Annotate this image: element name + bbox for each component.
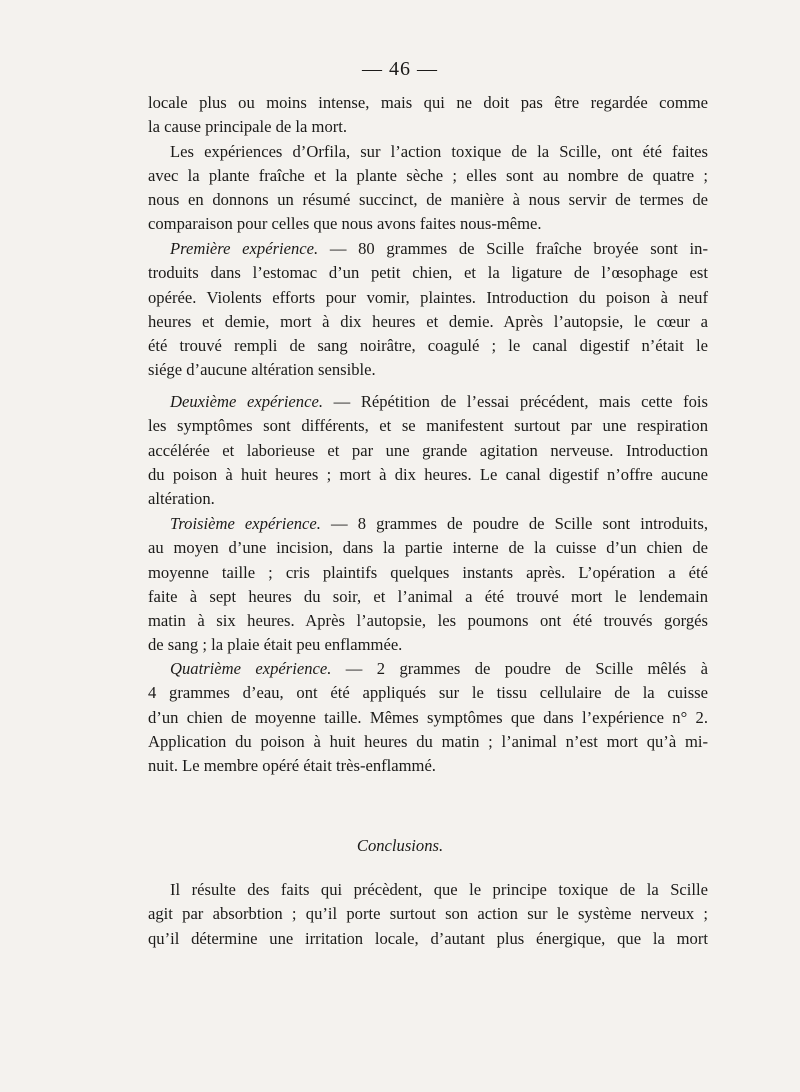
text-line: altération. (148, 489, 215, 509)
text-line: matin à six heures. Après l’autopsie, les poumons ont été trouvés gorgés (148, 611, 708, 631)
text-line: du poison à huit heures ; mort à dix heures. Le canal digestif n’offre aucune (148, 464, 708, 484)
experience-title: Quatrième expérience. (170, 659, 332, 678)
text-line: nous en donnons un résumé succinct, de manière à nous servir de termes de (148, 190, 708, 210)
experience-1 (148, 237, 708, 383)
experience-2 (148, 390, 708, 511)
text-line: la cause principale de la mort. (148, 117, 348, 137)
text-line (148, 237, 708, 261)
experience-intro: — 8 grammes de poudre de Scille sont introduits, (320, 514, 708, 533)
text-line: Les expériences d’Orfila, sur l’action toxique de la Scille, ont été faites (170, 141, 708, 161)
experience-title: Troisième expérience. (170, 514, 321, 533)
text-line: avec la plante fraîche et la plante sèche ; elles sont au nombre de quatre ; (148, 165, 708, 185)
experience-intro: — 2 grammes de poudre de Scille mêlés à (331, 659, 708, 678)
text-line: locale plus ou moins intense, mais qui ne doit pas être regardée comme (148, 93, 708, 112)
text-line: été trouvé rempli de sang noirâtre, coagulé ; le canal digestif n’était le (148, 336, 708, 356)
text-line: Il résulte des faits qui précèdent, que le principe toxique de la Scille (170, 880, 708, 899)
text-line: 4 grammes d’eau, ont été appliqués sur le tissu cellulaire de la cuisse (148, 683, 708, 703)
text-line: nuit. Le membre opéré était très-enflammé. (148, 756, 436, 776)
experience-3 (148, 512, 708, 658)
text-line (148, 512, 708, 536)
text-line: moyenne taille ; cris plaintifs quelques instants après. L’opération a été (148, 562, 708, 582)
text-line: troduits dans l’estomac d’un petit chien, et la ligature de l’œsophage est (148, 263, 708, 283)
text-line: les symptômes sont différents, et se manifestent surtout par une respiration (148, 416, 708, 436)
experience-intro: — Répétition de l’essai précédent, mais cette fois (322, 392, 708, 411)
text-line: qu’il détermine une irritation locale, d’autant plus énergique, que la mort (148, 928, 708, 948)
text-line: opérée. Violents efforts pour vomir, plaintes. Introduction du poison à neuf (148, 287, 708, 307)
intro-text (148, 91, 708, 237)
text-line: faite à sept heures du soir, et l’animal a été trouvé mort le lendemain (148, 586, 708, 606)
experience-title: Première expérience. (170, 239, 319, 258)
text-line (148, 657, 708, 681)
experience-intro: — 80 grammes de Scille fraîche broyée sont in- (318, 239, 708, 258)
text-line: au moyen d’une incision, dans la partie interne de la cuisse d’un chien de (148, 538, 708, 558)
text-line: agit par absorbtion ; qu’il porte surtout son action sur le système nerveux ; (148, 904, 708, 924)
conclusions-heading: Conclusions. (356, 836, 444, 855)
text-line: d’un chien de moyenne taille. Mêmes symptômes que dans l’expérience n° 2. (148, 707, 708, 727)
conclusions-text (148, 878, 708, 951)
text-line: heures et demie, mort à dix heures et demie. Après l’autopsie, le cœur a (148, 311, 708, 331)
text-line: de sang ; la plaie était peu enflammée. (148, 635, 403, 655)
text-line: Application du poison à huit heures du matin ; l’animal n’est mort qu’à mi- (148, 731, 708, 751)
text-line (148, 390, 708, 414)
page-number: — 46 — (362, 58, 438, 80)
text-line: siége d’aucune altération sensible. (148, 360, 376, 380)
text-line: accélérée et laborieuse et par une grande agitation nerveuse. Introduction (148, 440, 708, 460)
text-line: comparaison pour celles que nous avons faites nous-même. (148, 214, 542, 234)
experience-4 (148, 657, 708, 778)
experience-title: Deuxième expérience. (170, 392, 323, 411)
